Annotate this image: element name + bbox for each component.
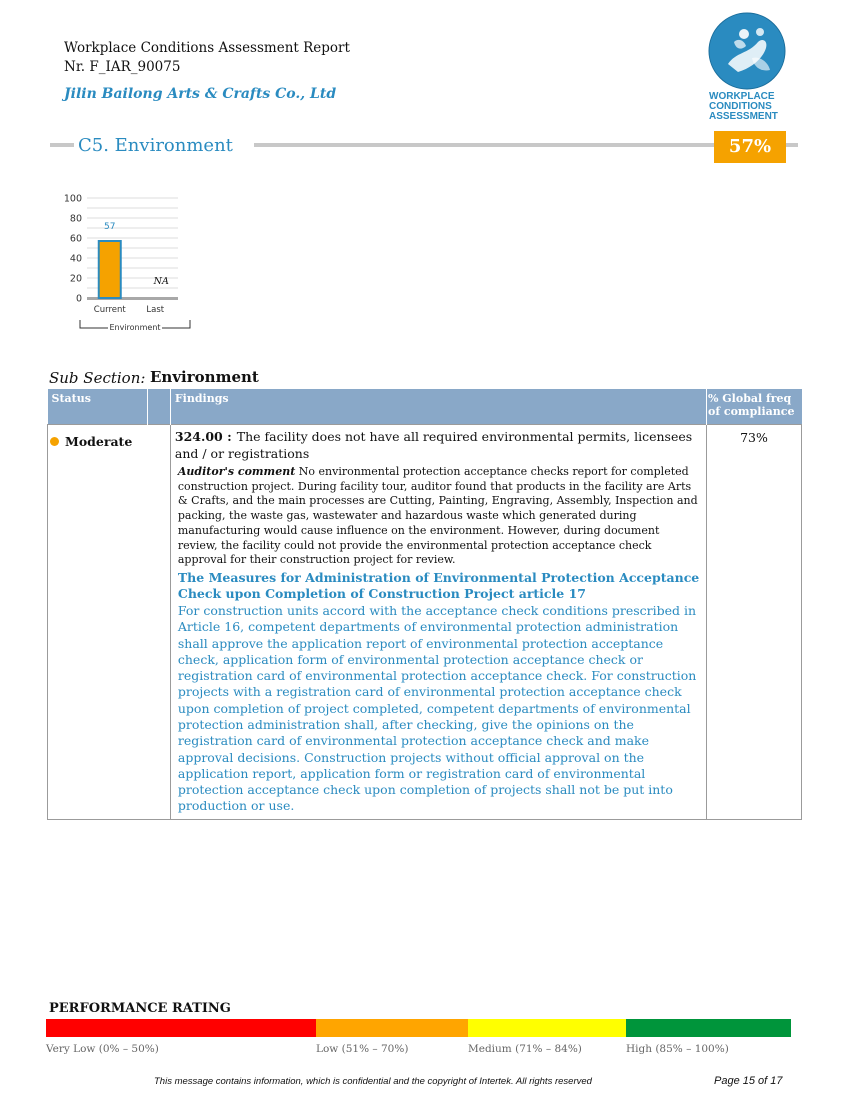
bar-value-label: 57 (104, 222, 116, 232)
confidentiality-notice: This message contains information, which is confidential and the copyright of Intertek. All rights reserved (154, 1076, 592, 1087)
bar-value-label: NA (153, 276, 169, 287)
chart-svg (50, 188, 210, 338)
section-score-badge: 57% (714, 131, 786, 163)
rating-very-low-segment (46, 1019, 316, 1037)
spacer-header (147, 389, 170, 425)
freq-header: % Global freq of compliance (707, 389, 802, 425)
rating-low-segment (316, 1019, 468, 1037)
table-header-row (48, 389, 802, 425)
status-text: Moderate (65, 434, 133, 449)
finding-code: 324.00 : (174, 429, 232, 444)
bar-current (99, 241, 121, 298)
finding-line (175, 428, 702, 461)
status-header: Status (48, 389, 148, 425)
auditor-comment-label: Auditor's comment (177, 465, 296, 478)
findings-table (47, 389, 802, 820)
report-title: Workplace Conditions Assessment Report (64, 40, 350, 56)
page-number: Page 15 of 17 (714, 1075, 783, 1087)
environment-chart (50, 188, 210, 338)
logo-text-1: WORKPLACE (709, 91, 775, 102)
law-text: For construction units accord with the acceptance check conditions prescribed in Article 16, competent departments of environmental protection administration shall approve the application report of environmental protection acceptance check, application form of environmental protection acceptance check or registration card of environmental protection acceptance check. For construction projects with a registration card of environmental protection acceptance check upon completion of project completed, competent departments of environmental protection administration shall, after checking, give the opinions on the registration card of environmental protection acceptance check and make approval decisions. Construction projects without official approval on the application report, application form or registration card of environmental protection acceptance check upon completion of projects shall not be put into production or use. (177, 602, 697, 814)
y-tick-label: 0 (75, 293, 82, 305)
auditor-comment (175, 465, 702, 568)
rating-medium-segment (468, 1019, 626, 1037)
performance-bar (46, 1019, 791, 1037)
rating-high-segment (626, 1019, 791, 1037)
table-row (48, 425, 802, 820)
y-tick-label: 20 (69, 273, 82, 285)
subsection-value: Environment (150, 368, 259, 386)
y-tick-label: 80 (69, 213, 82, 225)
law-title: The Measures for Administration of Environmental Protection Acceptance Check upon Completion of Construction Project article 17 (177, 569, 700, 602)
findings-cell (170, 425, 706, 820)
finding-text: The facility does not have all required environmental permits, licensees and / or registrations (174, 429, 693, 461)
section-rule-left (50, 143, 74, 147)
report-number: Nr. F_IAR_90075 (64, 59, 181, 75)
findings-header: Findings (170, 389, 706, 425)
freq-cell: 73% (707, 425, 802, 820)
group-label: Environment (109, 323, 161, 332)
y-tick-label: 60 (69, 233, 82, 245)
y-tick-label: 40 (69, 253, 82, 265)
x-category-label: Current (93, 305, 126, 315)
rating-very-low-label: Very Low (0% – 50%) (46, 1043, 159, 1055)
status-cell (48, 425, 171, 820)
auditor-comment-text: No environmental protection acceptance checks report for completed construction project. During facility tour, auditor found that products in the facility are Arts & Crafts, and the main processes are Cutting, Painting, Engraving, Assembly, Inspection and packing, the waste gas, wastewater and hazardous waste which generated during manufacturing would cause influence on the environment. However, during document review, the facility could not provide the environmental protection acceptance check approval for their construction project for review. (177, 465, 698, 567)
wca-logo (708, 12, 786, 90)
subsection-label: Sub Section: (49, 369, 146, 387)
x-category-label: Last (146, 305, 165, 315)
status-dot-icon (50, 437, 59, 446)
logo-text-3: ASSESSMENT (709, 111, 778, 122)
section-title: C5. Environment (74, 135, 237, 156)
rating-high-label: High (85% – 100%) (626, 1043, 729, 1055)
rating-low-label: Low (51% – 70%) (316, 1043, 409, 1055)
logo-text-2: CONDITIONS (709, 101, 772, 112)
y-tick-label: 100 (63, 193, 82, 205)
company-name: Jilin Bailong Arts & Crafts Co., Ltd (64, 86, 337, 102)
performance-title: PERFORMANCE RATING (49, 1001, 231, 1016)
rating-medium-label: Medium (71% – 84%) (468, 1043, 582, 1055)
